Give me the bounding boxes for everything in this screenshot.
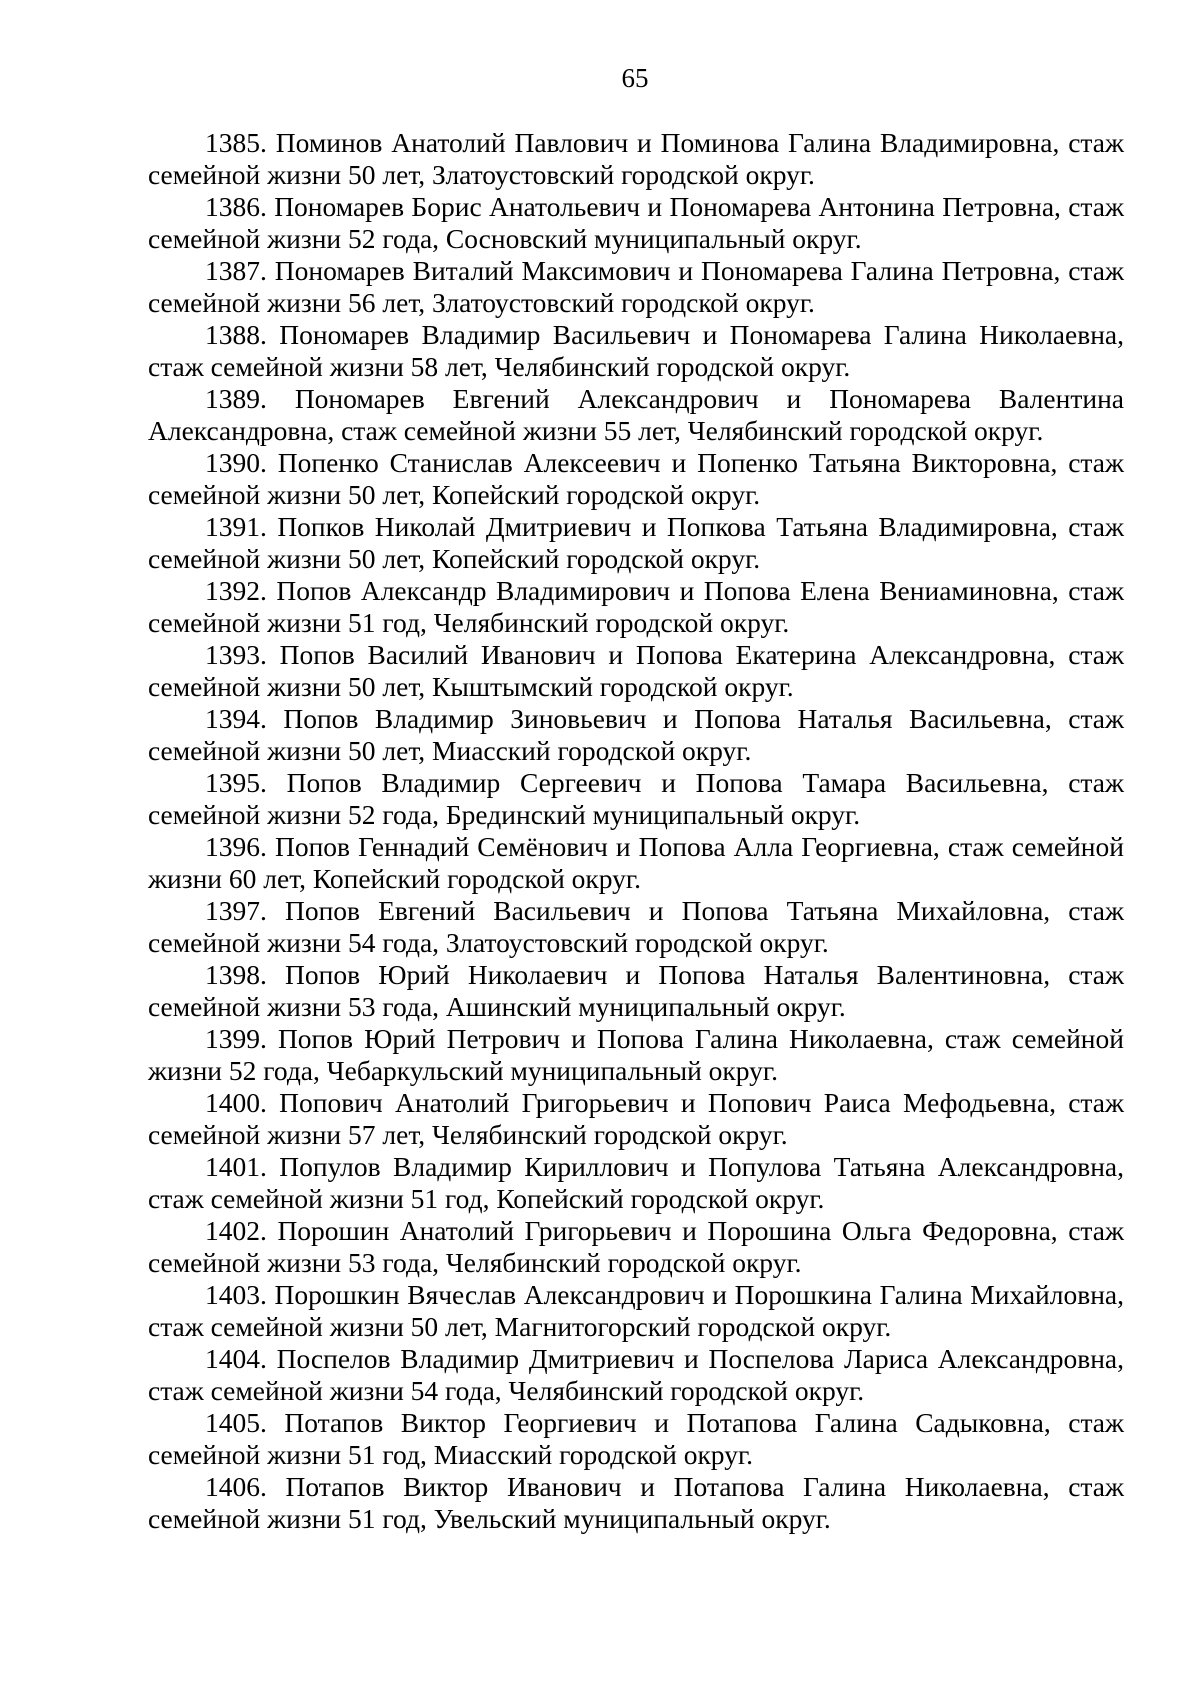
list-item: 1386. Пономарев Борис Анатольевич и Пономарева Антонина Петровна, стаж семейной жизни 52 года, Сосновский муниципальный округ. (148, 191, 1124, 254)
list-item: 1406. Потапов Виктор Иванович и Потапова Галина Николаевна, стаж семейной жизни 51 год, Увельский муниципальный округ. (148, 1471, 1124, 1534)
list-item: 1392. Попов Александр Владимирович и Попова Елена Вениаминовна, стаж семейной жизни 51 год, Челябинский городской округ. (148, 575, 1124, 638)
list-item: 1391. Попков Николай Дмитриевич и Попкова Татьяна Владимировна, стаж семейной жизни 50 лет, Копейский городской округ. (148, 511, 1124, 574)
list-item: 1389. Пономарев Евгений Александрович и Пономарева Валентина Александровна, стаж семейной жизни 55 лет, Челябинский городской округ. (148, 383, 1124, 446)
list-item: 1390. Попенко Станислав Алексеевич и Попенко Татьяна Викторовна, стаж семейной жизни 50 лет, Копейский городской округ. (148, 447, 1124, 510)
list-item: 1399. Попов Юрий Петрович и Попова Галина Николаевна, стаж семейной жизни 52 года, Чебаркульский муниципальный округ. (148, 1023, 1124, 1086)
list-item: 1393. Попов Василий Иванович и Попова Екатерина Александровна, стаж семейной жизни 50 лет, Кыштымский городской округ. (148, 639, 1124, 702)
list-item: 1397. Попов Евгений Васильевич и Попова Татьяна Михайловна, стаж семейной жизни 54 года, Златоустовский городской округ. (148, 895, 1124, 958)
list-item: 1387. Пономарев Виталий Максимович и Пономарева Галина Петровна, стаж семейной жизни 56 лет, Златоустовский городской округ. (148, 255, 1124, 318)
list-item: 1385. Поминов Анатолий Павлович и Поминова Галина Владимировна, стаж семейной жизни 50 лет, Златоустовский городской округ. (148, 127, 1124, 190)
entries-list (148, 127, 1124, 1535)
list-item: 1405. Потапов Виктор Георгиевич и Потапова Галина Садыковна, стаж семейной жизни 51 год, Миасский городской округ. (148, 1407, 1124, 1470)
list-item: 1400. Попович Анатолий Григорьевич и Попович Раиса Мефодьевна, стаж семейной жизни 57 лет, Челябинский городской округ. (148, 1087, 1124, 1150)
list-item: 1398. Попов Юрий Николаевич и Попова Наталья Валентиновна, стаж семейной жизни 53 года, Ашинский муниципальный округ. (148, 959, 1124, 1022)
list-item: 1404. Поспелов Владимир Дмитриевич и Поспелова Лариса Александровна, стаж семейной жизни 54 года, Челябинский городской округ. (148, 1343, 1124, 1406)
list-item: 1396. Попов Геннадий Семёнович и Попова Алла Георгиевна, стаж семейной жизни 60 лет, Копейский городской округ. (148, 831, 1124, 894)
list-item: 1403. Порошкин Вячеслав Александрович и Порошкина Галина Михайловна, стаж семейной жизни 50 лет, Магнитогорский городской округ. (148, 1279, 1124, 1342)
list-item: 1395. Попов Владимир Сергеевич и Попова Тамара Васильевна, стаж семейной жизни 52 года, Брединский муниципальный округ. (148, 767, 1124, 830)
list-item: 1401. Популов Владимир Кириллович и Популова Татьяна Александровна, стаж семейной жизни 51 год, Копейский городской округ. (148, 1151, 1124, 1214)
list-item: 1402. Порошин Анатолий Григорьевич и Порошина Ольга Федоровна, стаж семейной жизни 53 года, Челябинский городской округ. (148, 1215, 1124, 1278)
list-item: 1388. Пономарев Владимир Васильевич и Пономарева Галина Николаевна, стаж семейной жизни 58 лет, Челябинский городской округ. (148, 319, 1124, 382)
page-number: 65 (621, 63, 649, 93)
list-item: 1394. Попов Владимир Зиновьевич и Попова Наталья Васильевна, стаж семейной жизни 50 лет, Миасский городской округ. (148, 703, 1124, 766)
